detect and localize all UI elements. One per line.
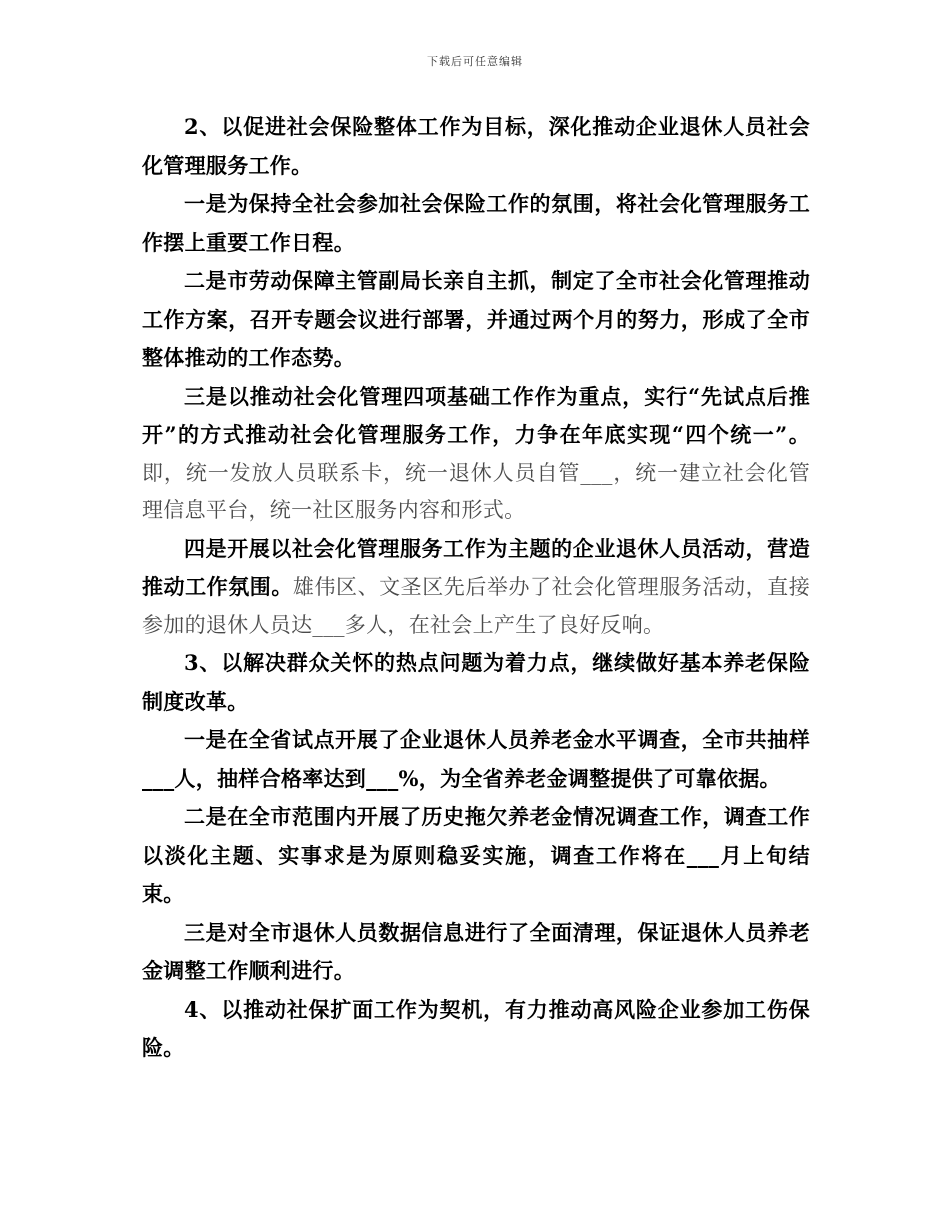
- paragraph-item-1: [142, 185, 810, 262]
- paragraph-4-heading: [142, 991, 810, 1068]
- paragraph-item-5: [142, 721, 810, 798]
- paragraph-text: 一是为保持全社会参加社会保险工作的氛围，将社会化管理服务工作摆上重要工作日程。: [142, 191, 810, 255]
- paragraph-item-4: [142, 530, 810, 645]
- paragraph-text: 2、以促进社会保险整体工作为目标，深化推动企业退休人员社会化管理服务工作。: [142, 114, 810, 178]
- paragraph-3-heading: [142, 644, 810, 721]
- paragraph-text: 三是对全市退休人员数据信息进行了全面清理，保证退休人员养老金调整工作顺利进行。: [142, 919, 810, 983]
- paragraph-text-light: 即，统一发放人员联系卡，统一退休人员自管___，统一建立社会化管理信息平台，统一社区服务内容和形式。: [142, 460, 810, 522]
- paragraph-text-light: 雄伟区、文圣区先后举办了社会化管理服务活动，直接参加的退休人员达___多人，在社会上产生了良好反响。: [142, 575, 810, 637]
- paragraph-2-heading: [142, 108, 810, 185]
- paragraph-text: 4、以推动社保扩面工作为契机，有力推动高风险企业参加工伤保险。: [142, 996, 810, 1060]
- paragraph-text: 四是开展以社会化管理服务工作为主题的企业退休人员活动，营造推动工作氛围。: [142, 535, 810, 599]
- paragraph-text: 3、以解决群众关怀的热点问题为着力点，继续做好基本养老保险制度改革。: [142, 650, 810, 714]
- paragraph-item-7: [142, 914, 810, 991]
- page-header: 下载后可任意编辑: [427, 55, 523, 68]
- paragraph-text: 三是以推动社会化管理四项基础工作作为重点，实行“先试点后推开”的方式推动社会化管理服务工作，力争在年底实现“四个统一”。: [142, 383, 810, 447]
- paragraph-item-6: [142, 798, 810, 914]
- paragraph-text: 二是市劳动保障主管副局长亲自主抓，制定了全市社会化管理推动工作方案，召开专题会议进行部署，并通过两个月的努力，形成了全市整体推动的工作态势。: [142, 268, 810, 370]
- paragraph-item-2: [142, 262, 810, 378]
- document-body: [142, 108, 810, 1068]
- paragraph-text: 二是在全市范围内开展了历史拖欠养老金情况调查工作，调查工作以淡化主题、实事求是为原则稳妥实施，调查工作将在___月上旬结束。: [142, 804, 810, 906]
- paragraph-item-3: [142, 378, 810, 530]
- paragraph-text: 一是在全省试点开展了企业退休人员养老金水平调查，全市共抽样___人，抽样合格率达到___%，为全省养老金调整提供了可靠依据。: [142, 727, 810, 791]
